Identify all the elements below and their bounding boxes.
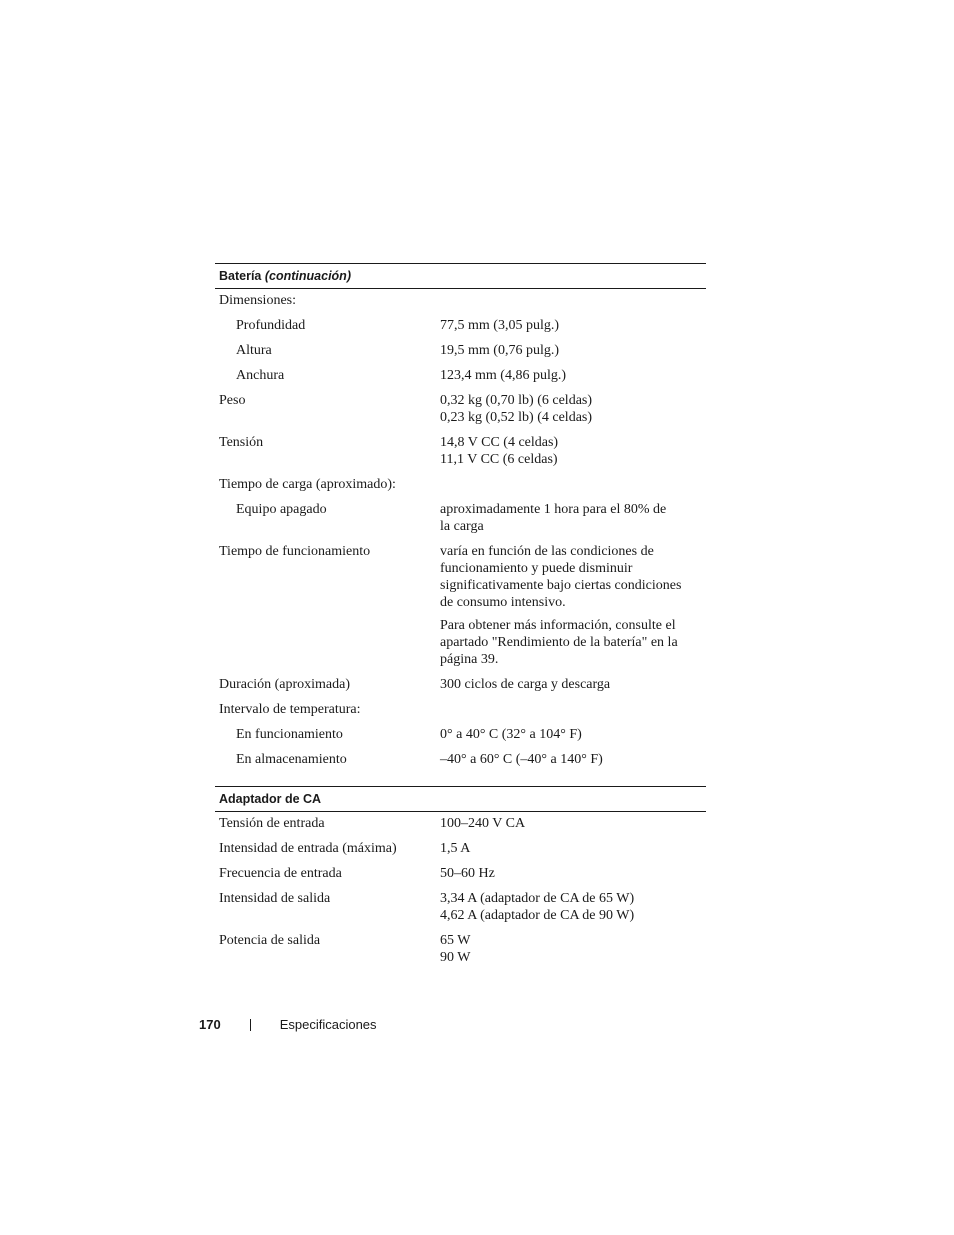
spec-label: Duración (aproximada) [219,677,350,692]
spec-value [440,840,690,857]
spec-value-line: 11,1 V CC (6 celdas) [440,452,558,467]
spec-value-line: 100–240 V CA [440,816,526,831]
spec-row [215,543,706,668]
spec-value [440,932,690,966]
footer-separator [250,1019,251,1031]
spec-label: Dimensiones: [219,293,296,308]
spec-row [215,342,706,359]
spec-value-line: 14,8 V CC (4 celdas) [440,435,559,450]
spec-value-line: la carga [440,519,484,534]
ac-adapter-table-title: Adaptador de CA [219,792,322,806]
spec-row [215,751,706,768]
page-footer [199,1016,377,1033]
spec-value-line: 19,5 mm (0,76 pulg.) [440,343,559,358]
spec-row [215,890,706,924]
spec-label: Tensión [219,435,264,450]
spec-value-line: 300 ciclos de carga y descarga [440,677,611,692]
spec-value [440,392,690,426]
spec-label: Potencia de salida [219,933,321,948]
spec-value-line: 90 W [440,950,471,965]
spec-label: Equipo apagado [236,502,327,517]
spec-value [440,367,690,384]
spec-value [440,543,690,668]
spec-row [215,434,706,468]
spec-value-line: 50–60 Hz [440,866,495,881]
spec-value-line: 0° a 40° C (32° a 104° F) [440,727,582,742]
ac-adapter-rows [215,812,706,966]
battery-table-header [215,263,706,289]
spec-value [440,726,690,743]
spec-label: Tiempo de funcionamiento [219,544,371,559]
spec-value-line: significativamente bajo ciertas condiciones [440,578,682,593]
spec-label: Intervalo de temperatura: [219,702,361,717]
spec-value-paragraph [440,617,690,668]
spec-label: Peso [219,393,246,408]
spec-value [440,751,690,768]
spec-value [440,701,690,718]
spec-label: Tiempo de carga (aproximado): [219,477,396,492]
spec-label: Profundidad [236,318,306,333]
spec-label: Tensión de entrada [219,816,325,831]
spec-value [440,501,690,535]
spec-label: Altura [236,343,272,358]
spec-value [440,292,690,309]
ac-adapter-spec-table [215,786,706,974]
spec-label: Intensidad de entrada (máxima) [219,841,397,856]
battery-spec-table [215,263,706,776]
spec-value-line: 65 W [440,933,471,948]
spec-value-line: apartado "Rendimiento de la batería" en la [440,635,678,650]
spec-value-line: 1,5 A [440,841,471,856]
spec-value [440,342,690,359]
spec-value [440,890,690,924]
spec-value [440,476,690,493]
spec-value-line: funcionamiento y puede disminuir [440,561,633,576]
spec-label: Anchura [236,368,285,383]
spec-row [215,317,706,334]
spec-value-line: –40° a 60° C (–40° a 140° F) [440,752,603,767]
spec-value [440,317,690,334]
footer-section-title: Especificaciones [279,1017,377,1032]
spec-label: Intensidad de salida [219,891,331,906]
spec-row [215,840,706,857]
spec-value [440,865,690,882]
spec-value-paragraph [440,543,690,611]
spec-value [440,434,690,468]
spec-value [440,676,690,693]
spec-row [215,367,706,384]
ac-adapter-table-header [215,786,706,812]
spec-row [215,701,706,718]
spec-value-line: 0,23 kg (0,52 lb) (4 celdas) [440,410,593,425]
page-number: 170 [199,1017,221,1032]
spec-value [440,815,690,832]
spec-row [215,676,706,693]
spec-row [215,932,706,966]
spec-row [215,476,706,493]
spec-value-line: 123,4 mm (4,86 pulg.) [440,368,566,383]
spec-row [215,392,706,426]
battery-table-title: Batería [219,269,262,283]
spec-value-line: 0,32 kg (0,70 lb) (6 celdas) [440,393,593,408]
spec-row [215,292,706,309]
spec-value-line: 3,34 A (adaptador de CA de 65 W) [440,891,635,906]
spec-value-line: página 39. [440,652,499,667]
spec-value-line: aproximadamente 1 hora para el 80% de [440,502,667,517]
battery-rows [215,289,706,768]
spec-label: Frecuencia de entrada [219,866,342,881]
spec-value-line: 77,5 mm (3,05 pulg.) [440,318,559,333]
battery-table-title-continued: (continuación) [264,269,351,283]
spec-row [215,815,706,832]
spec-label: En funcionamiento [236,727,343,742]
spec-row [215,865,706,882]
spec-row [215,501,706,535]
spec-value-line: Para obtener más información, consulte el [440,618,676,633]
spec-value-line: 4,62 A (adaptador de CA de 90 W) [440,908,635,923]
spec-label: En almacenamiento [236,752,347,767]
spec-value-line: varía en función de las condiciones de [440,544,654,559]
spec-row [215,726,706,743]
spec-value-line: de consumo intensivo. [440,595,566,610]
